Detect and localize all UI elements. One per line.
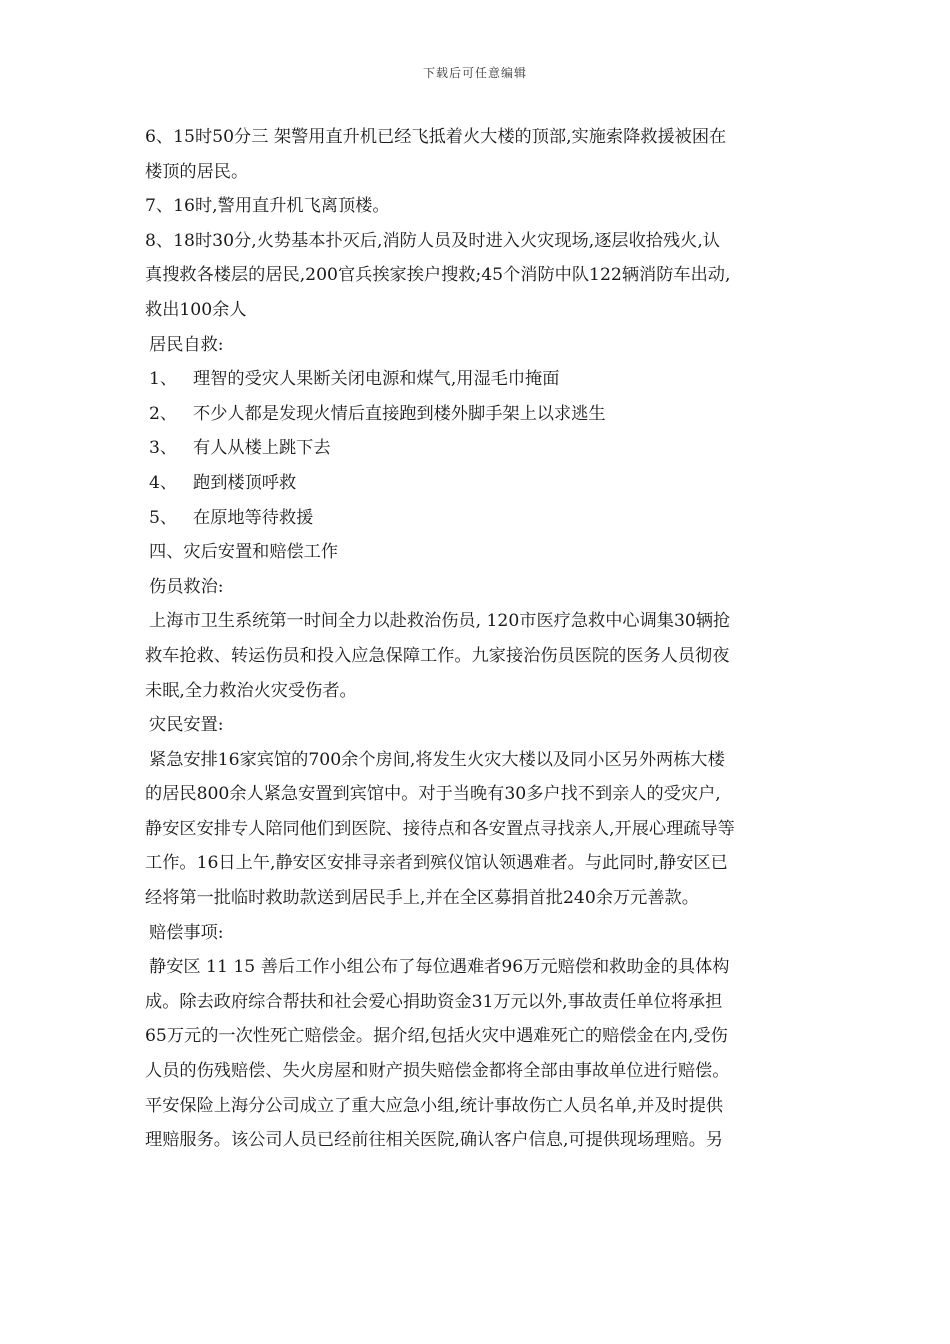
list-text: 跑到楼顶呼救	[193, 472, 297, 493]
paragraph-line: 静安区 11 15 善后工作小组公布了每位遇难者96万元赔偿和救助金的具体构	[149, 957, 730, 978]
list-text: 不少人都是发现火情后直接跑到楼外脚手架上以求逃生	[193, 403, 606, 424]
paragraph-line: 成。除去政府综合帮扶和社会爱心捐助资金31万元以外,事故责任单位将承担	[145, 991, 723, 1012]
paragraph-line: 真搜救各楼层的居民,200官兵挨家挨户搜救;45个消防中队122辆消防车出动,	[145, 265, 731, 286]
list-item	[145, 362, 810, 397]
section-heading: 四、灾后安置和赔偿工作	[149, 542, 339, 563]
paragraph-line: 上海市卫生系统第一时间全力以赴救治伤员, 120市医疗急救中心调集30辆抢	[149, 611, 731, 632]
paragraph-line: 未眠,全力救治火灾受伤者。	[145, 680, 357, 701]
paragraph-line: 工作。16日上午,静安区安排寻亲者到殡仪馆认领遇难者。与此同时,静安区已	[145, 853, 728, 874]
list-text: 理智的受灾人果断关闭电源和煤气,用湿毛巾掩面	[193, 369, 560, 390]
subsection-heading: 灾民安置:	[149, 715, 224, 736]
list-number: 4、	[149, 472, 178, 493]
paragraph-line: 8、18时30分,火势基本扑灭后,消防人员及时进入火灾现场,逐层收拾残火,认	[145, 230, 720, 251]
list-item	[145, 466, 810, 501]
subsection-heading: 伤员救治:	[149, 576, 224, 597]
paragraph-line: 静安区安排专人陪同他们到医院、接待点和各安置点寻找亲人,开展心理疏导等	[145, 818, 735, 839]
list-number: 5、	[149, 507, 178, 528]
paragraph-line: 理赔服务。该公司人员已经前往相关医院,确认客户信息,可提供现场理赔。另	[145, 1130, 724, 1151]
paragraph-line: 楼顶的居民。	[145, 161, 249, 182]
paragraph-line: 平安保险上海分公司成立了重大应急小组,统计事故伤亡人员名单,并及时提供	[145, 1095, 724, 1116]
list-number: 3、	[149, 438, 178, 459]
document-body	[145, 120, 810, 1158]
list-text: 在原地等待救援	[193, 507, 314, 528]
section-heading: 居民自救:	[149, 334, 224, 355]
paragraph-line: 紧急安排16家宾馆的700余个房间,将发生火灾大楼以及同小区另外两栋大楼	[149, 749, 725, 770]
subsection-heading: 赔偿事项:	[149, 922, 224, 943]
paragraph-line: 人员的伤残赔偿、失火房屋和财产损失赔偿金都将全部由事故单位进行赔偿。	[145, 1061, 730, 1082]
paragraph-line: 6、15时50分三 架警用直升机已经飞抵着火大楼的顶部,实施索降救援被困在	[145, 127, 727, 147]
list-item	[145, 397, 810, 432]
page-header: 下载后可任意编辑	[422, 66, 527, 80]
paragraph-line: 65万元的一次性死亡赔偿金。据介绍,包括火灾中遇难死亡的赔偿金在内,受伤	[145, 1026, 728, 1047]
list-number: 2、	[149, 403, 178, 424]
paragraph-line: 救车抢救、转运伤员和投入应急保障工作。九家接治伤员医院的医务人员彻夜	[145, 645, 730, 666]
paragraph-line: 的居民800余人紧急安置到宾馆中。对于当晚有30多户找不到亲人的受灾户,	[145, 784, 721, 805]
list-text: 有人从楼上跳下去	[193, 438, 331, 459]
list-item	[145, 431, 810, 466]
paragraph-line: 7、16时,警用直升机飞离顶楼。	[145, 196, 390, 217]
paragraph-line: 经将第一批临时救助款送到居民手上,并在全区募捐首批240余万元善款。	[145, 888, 699, 909]
paragraph-line: 救出100余人	[145, 299, 247, 320]
list-item	[145, 501, 810, 536]
list-number: 1、	[149, 369, 178, 390]
